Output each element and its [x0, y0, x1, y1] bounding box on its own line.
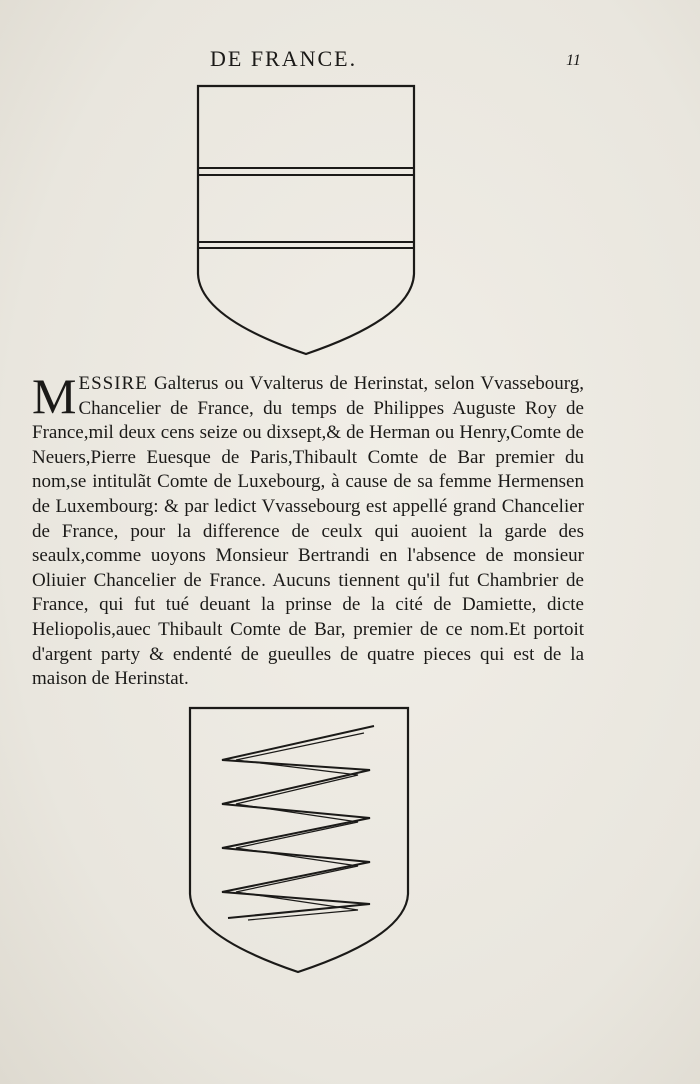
drop-capital: M — [32, 368, 77, 424]
page-number: 11 — [566, 52, 581, 69]
shield-indented-icon — [188, 706, 410, 974]
shield-barry-icon — [196, 84, 416, 356]
coat-of-arms-bottom — [188, 706, 410, 974]
coat-of-arms-top — [196, 84, 416, 356]
paragraph-text: Galterus ou Vvalterus de Herinstat, selon Vvassebourg, Chancelier de France, du temps de Philippes Auguste Roy de France,mil deux cens seize ou dixsept,& de Herman ou Henry,Comte de Neuers,Pierre Euesque de Paris,Thibault Comte de Bar premier du nom,se intitulãt Comte de Luxebourg, à cause de sa femme Hermensen de Luxembourg: & par ledict Vvassebourg est appellé grand Chancelier de France, pour la difference de ceulx qui auoient la garde des seaulx,comme uoyons Monsieur Bertrandi en l'absence de monsieur Oliuier Chancelier de France. Aucuns tiennent qu'il fut Chambrier de France, qui fut tué deuant la prinse de la cité de Damiette, dicte Heliopolis,auec Thibault Comte de Bar, premier de ce nom.Et portoit d'argent party & endenté de gueulles de quatre pieces qui est de la maison de Herinstat. — [32, 373, 584, 690]
lead-word: ESSIRE — [78, 373, 148, 394]
running-head: DE FRANCE. — [210, 46, 358, 71]
body-paragraph — [32, 368, 584, 692]
